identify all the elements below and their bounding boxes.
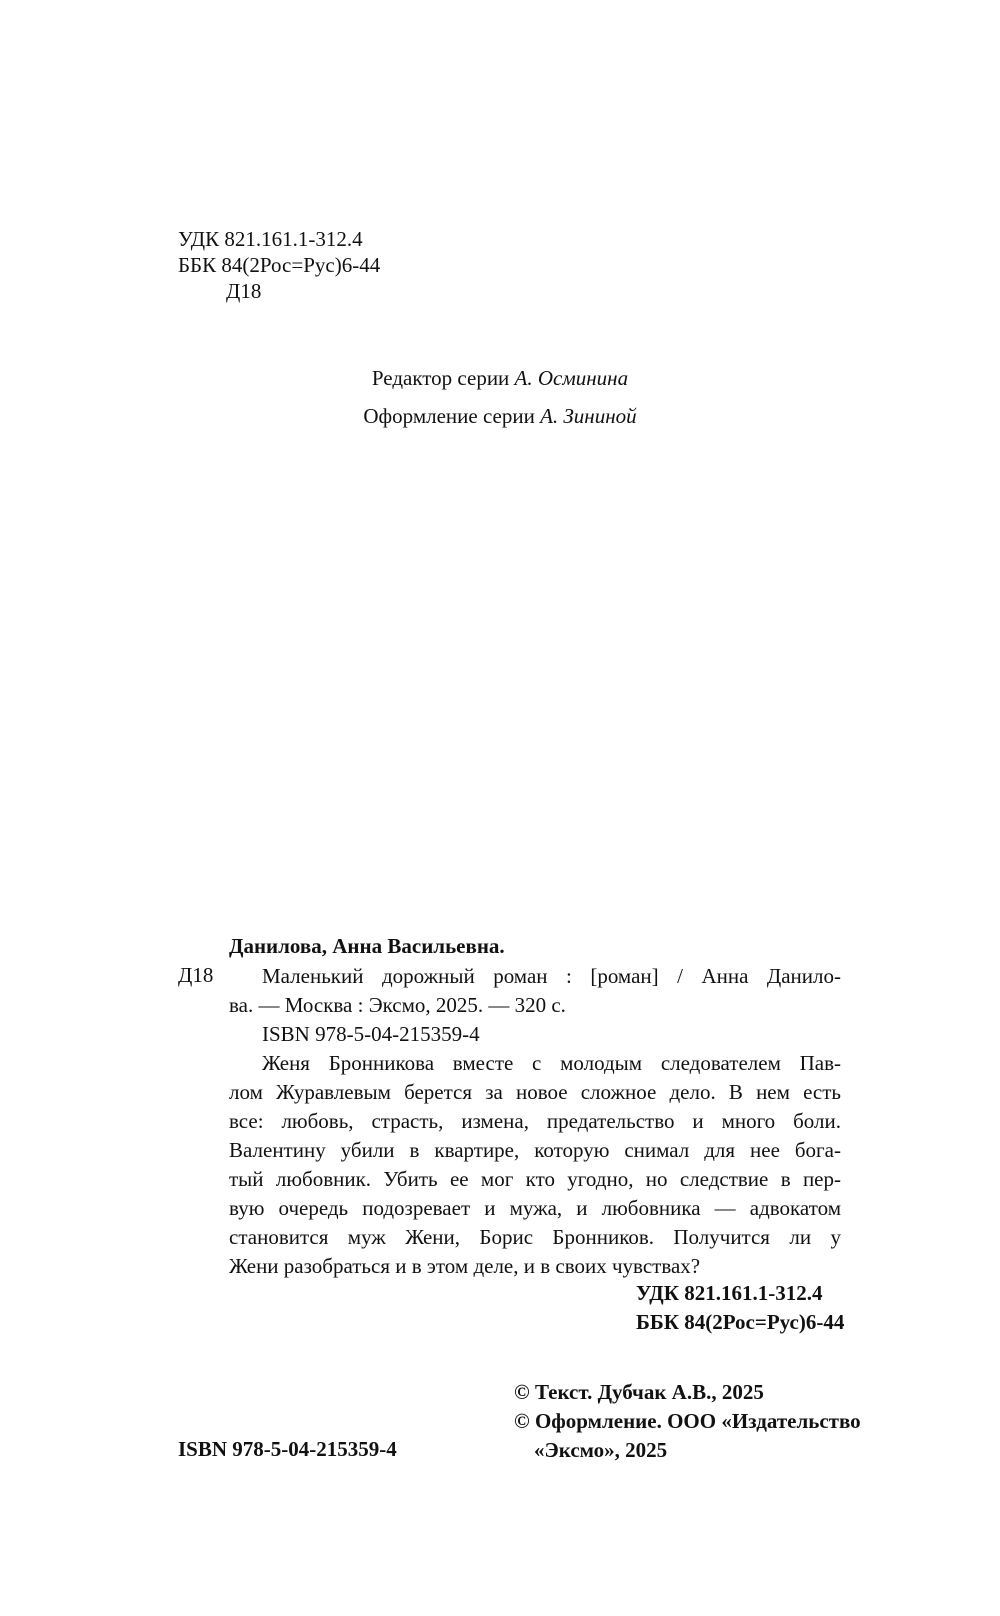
series-design-credit [0,403,1000,429]
bbk-code-bottom: ББК 84(2Рос=Рус)6-44 [636,1310,845,1334]
copyright-design: © Оформление. ООО «Издательство [514,1409,861,1433]
series-editor-label: Редактор серии [371,366,515,390]
bib-line: Маленький дорожный роман : [роман] / Анна Данило- [262,964,841,988]
copyright-block [514,1378,861,1465]
classification-codes-top [178,226,380,304]
author-mark: Д18 [226,279,262,303]
classification-codes-bottom [636,1279,844,1337]
abstract-line: становится муж Жени, Борис Бронников. Получится ли у [229,1225,841,1249]
abstract-line: Женя Бронникова вместе с молодым следователем Пав- [262,1051,841,1075]
abstract-line: тый любовник. Убить ее мог кто угодно, но следствие в пер- [229,1167,841,1191]
entry-isbn: ISBN 978-5-04-215359-4 [262,1022,480,1046]
bib-line: ва. — Москва : Эксмо, 2025. — 320 с. [229,993,566,1017]
series-design-label: Оформление серии [363,404,541,428]
entry-author: Данилова, Анна Васильевна. [229,934,505,958]
abstract-line: Валентину убили в квартире, которую снимал для нее бога- [229,1138,841,1162]
entry-author-mark: Д18 [178,963,214,987]
series-editor-name: А. Осминина [514,366,629,390]
series-design-name: А. Зининой [540,404,637,428]
bbk-code: ББК 84(2Рос=Рус)6-44 [178,253,381,277]
abstract-line: Жени разобраться и в этом деле, и в своих чувствах? [229,1254,701,1278]
abstract-line: вую очередь подозревает и мужа, и любовника — адвокатом [229,1196,841,1220]
isbn-bottom: ISBN 978-5-04-215359-4 [178,1437,397,1461]
series-editor-credit [0,365,1000,391]
abstract-line: лом Журавлевым берется за новое сложное дело. В нем есть [229,1080,841,1104]
catalog-entry [229,962,841,1281]
copyright-design-cont: «Эксмо», 2025 [534,1438,668,1462]
abstract-line: все: любовь, страсть, измена, предательство и много боли. [229,1109,841,1133]
udk-code-bottom: УДК 821.161.1-312.4 [636,1281,823,1305]
udk-code: УДК 821.161.1-312.4 [178,227,363,251]
copyright-text: © Текст. Дубчак А.В., 2025 [514,1380,764,1404]
